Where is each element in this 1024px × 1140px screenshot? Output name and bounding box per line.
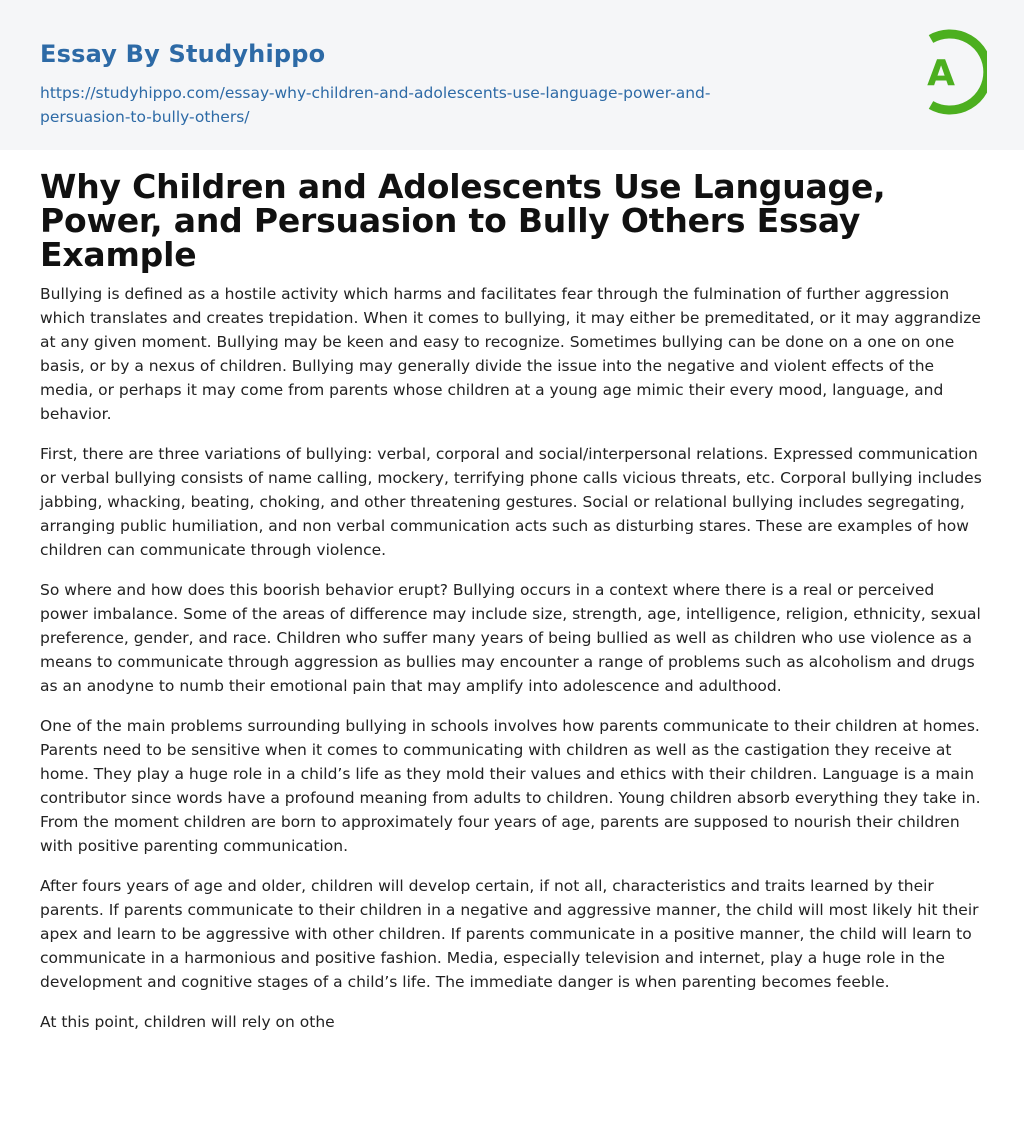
article-title: Why Children and Adolescents Use Language, Power, and Persuasion to Bully Others Essay Example xyxy=(40,167,886,274)
site-brand[interactable]: Essay By Studyhippo xyxy=(40,40,326,68)
article-paragraph: Bullying is defined as a hostile activity which harms and facilitates fear through the fulmination of further aggression which translates and creates trepidation. When it comes to bullying, it may either be premeditated, or it may aggrandize at any given moment. Bullying may be keen and easy to recognize. Sometimes bullying can be done on a one on one basis, or by a nexus of children. Bullying may generally divide the issue into the negative and violent effects of the media, or perhaps it may come from parents whose children at a young age mimic their every mood, language, and behavior. xyxy=(40,285,981,423)
article-paragraph: One of the main problems surrounding bullying in schools involves how parents communicate to their children at homes. Parents need to be sensitive when it comes to communicating with children as well as the castigation they receive at home. They play a huge role in a child’s life as they mold their values and ethics with their children. Language is a main contributor since words have a profound meaning from adults to children. Young children absorb everything they take in. From the moment children are born to approximately four years of age, parents are supposed to nourish their children with positive parenting communication. xyxy=(40,717,981,855)
article-paragraph: So where and how does this boorish behavior erupt? Bullying occurs in a context where there is a real or perceived power imbalance. Some of the areas of difference may include size, strength, age, intelligence, religion, ethnicity, sexual preference, gender, and race. Children who suffer many years of being bullied as well as children who use violence as a means to communicate through aggression as bullies may encounter a range of problems such as alcoholism and drugs as an anodyne to numb their emotional pain that may amplify into adolescence and adulthood. xyxy=(40,581,981,695)
site-header xyxy=(0,0,1024,150)
article xyxy=(40,167,985,1050)
essay-url-link[interactable]: https://studyhippo.com/essay-why-children-and-adolescents-use-language-power-and-persuasion-to-bully-others/ xyxy=(40,84,711,126)
article-paragraph: After fours years of age and older, children will develop certain, if not all, characteristics and traits learned by their parents. If parents communicate to their children in a negative and aggressive manner, the child will most likely hit their apex and learn to be aggressive with other children. If parents communicate in a positive manner, the child will learn to communicate in a harmonious and positive fashion. Media, especially television and internet, play a huge role in the development and cognitive stages of a child’s life. The immediate danger is when parenting becomes feeble. xyxy=(40,877,979,991)
logo-letter: A xyxy=(927,53,955,94)
article-paragraph-truncated: At this point, children will rely on othe xyxy=(40,1013,335,1031)
studyhippo-logo-icon[interactable] xyxy=(911,29,987,115)
article-paragraph: First, there are three variations of bullying: verbal, corporal and social/interpersonal relations. Expressed communication or verbal bullying consists of name calling, mockery, terrifying phone calls vicious threats, etc. Corporal bullying includes jabbing, whacking, beating, choking, and other threatening gestures. Social or relational bullying includes segregating, arranging public humiliation, and non verbal communication acts such as disturbing stares. These are examples of how children can communicate through violence. xyxy=(40,445,982,559)
